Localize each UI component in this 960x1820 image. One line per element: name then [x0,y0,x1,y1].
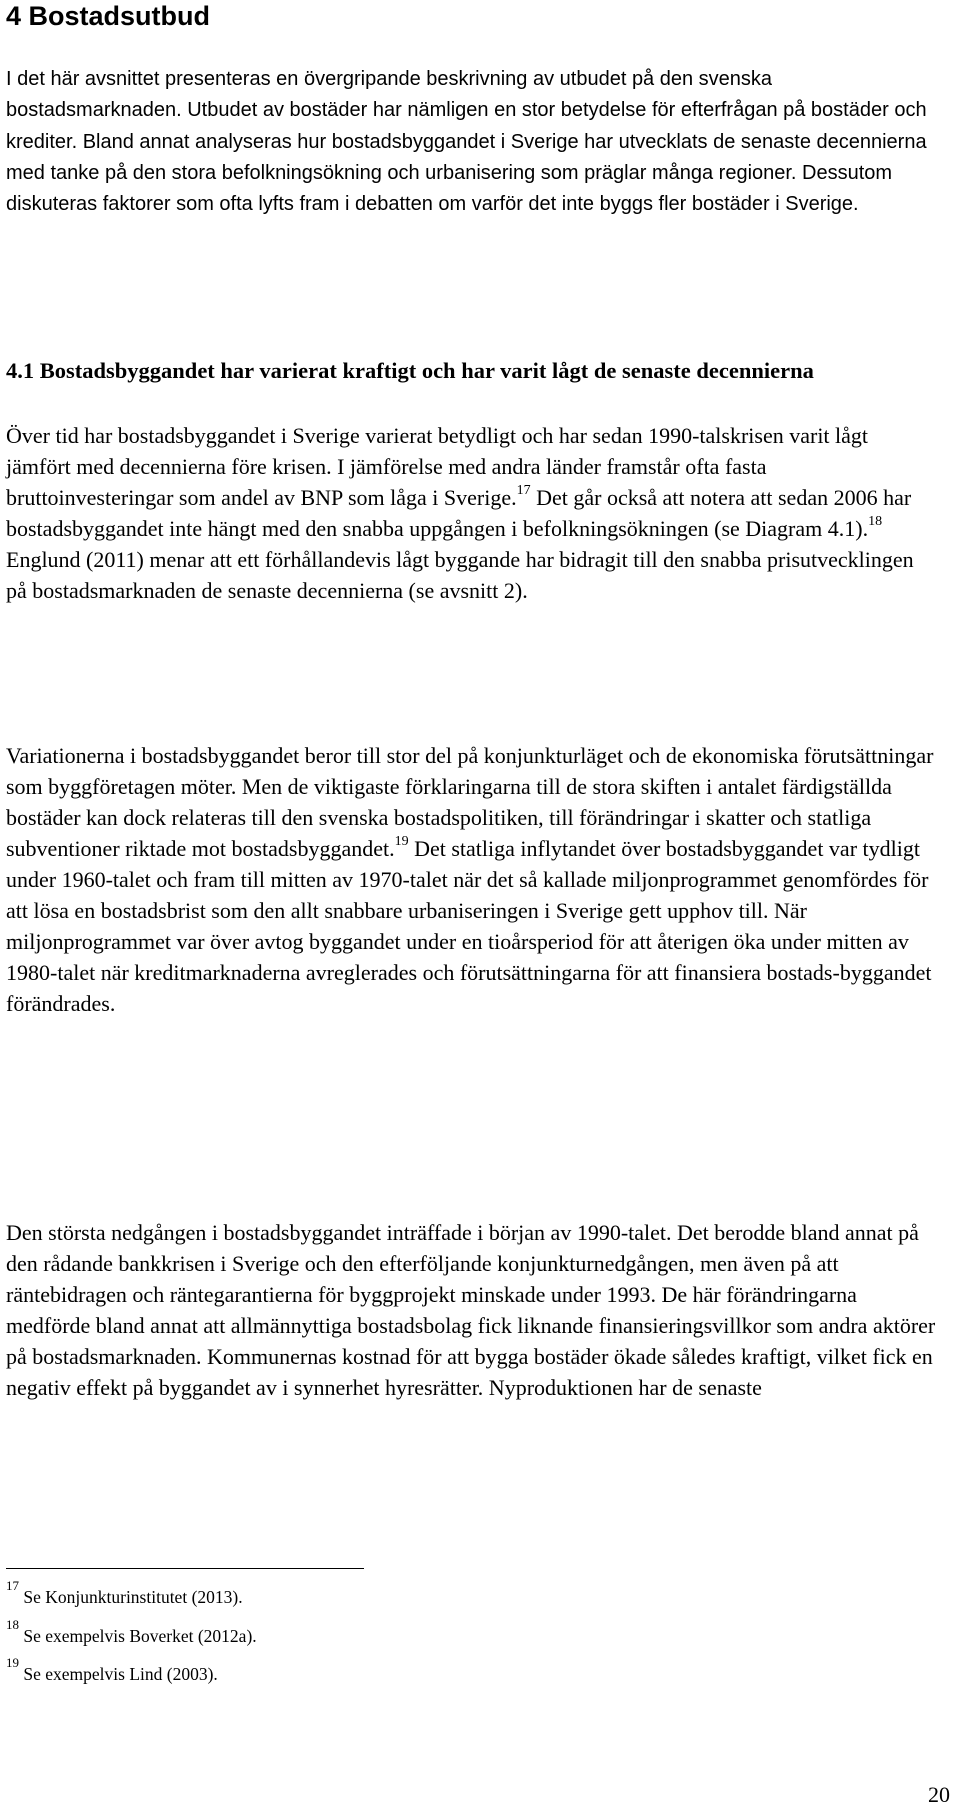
footnote-ref-18[interactable]: 18 [868,513,883,529]
body-paragraph-1 [6,420,936,606]
page-number: 20 [928,1782,950,1807]
footnote-text: Se exempelvis Lind (2003). [23,1664,218,1684]
footnote-ref-19[interactable]: 19 [394,833,409,849]
section-heading: 4.1 Bostadsbyggandet har varierat kraftigt och har varit lågt de senaste decennierna [6,358,814,383]
paragraph-text: Över tid har bostadsbyggandet i Sverige varierat betydligt och har sedan 1990-talskrisen varit lågt jämfört med decennierna före krisen. I jämförelse med andra länder framstår ofta fasta bruttoinvesteringar som andel av BNP som låga i Sverige. [6,423,869,510]
footnote-number: 18 [6,1616,19,1632]
footnotes-list [6,1578,936,1698]
chapter-intro-paragraph: I det här avsnittet presenteras en övergripande beskrivning av utbudet på den svenska bostadsmarknaden. Utbudet av bostäder har nämligen en stor betydelse för efterfrågan på bostäder och krediter. Bland annat analyseras hur bostadsbyggandet i Sverige har utvecklats de senaste decennierna med tanke på den stora befolkningsökning och urbanisering som präglar många regioner. Dessutom diskuteras faktorer som ofta lyfts fram i debatten om varför det inte byggs fler bostäder i Sverige. [6,68,927,216]
footnote-ref-17[interactable]: 17 [516,482,531,498]
paragraph-text: Det går också att notera att sedan 2006 har bostadsbyggandet inte hängt med den snabba uppgången i befolkningsökningen (se Diagram 4.1). [6,485,912,541]
body-paragraph-3: Den största nedgången i bostadsbyggandet inträffade i början av 1990-talet. Det berodde bland annat på den rådande bankkrisen i Sverige och den efterföljande konjunkturnedgången, men även på att räntebidragen och räntegarantierna för byggprojekt minskade under 1993. De här förändringarna medförde bland annat att allmännyttiga bostadsbolag fick liknande finansieringsvillkor som andra aktörer på bostadsmarknaden. Kommunernas kostnad för att bygga bostäder ökade således kraftigt, vilket fick en negativ effekt på byggandet av i synnerhet hyresrätter. Nyproduktionen har de senaste [6,1220,936,1400]
paragraph-text: Englund (2011) menar att ett förhållandevis lågt byggande har bidragit till den snabba prisutvecklingen på bostadsmarknaden de senaste decennierna (se avsnitt 2). [6,547,914,603]
paragraph-text: Variationerna i bostadsbyggandet beror till stor del på konjunkturläget och de ekonomiska förutsättningar som byggföretagen möter. Men de viktigaste förklaringarna till de stora skiften i antalet färdigställda bostäder kan dock relateras till den svenska bostadspolitiken, till förändringar i skatter och statliga subventioner riktade mot bostadsbyggandet. [6,743,934,861]
paragraph-text: Det statliga inflytandet över bostadsbyggandet var tydligt under 1960-talet och fram till mitten av 1970-talet när det så kallade miljonprogrammet genomfördes för att lösa en bostadsbrist som den allt snabbare urbaniseringen i Sverige gett upphov till. När miljonprogrammet var över avtog byggandet under en tioårsperiod för att återigen öka under mitten av 1980-talet när kreditmarknaderna avreglerades och förutsättningarna för att finansiera bostads-byggandet förändrades. [6,836,932,1016]
footnote-text: Se exempelvis Boverket (2012a). [23,1625,257,1646]
footnote-text: Se Konjunkturinstitutet (2013). [23,1587,243,1607]
footnote-item [6,1655,936,1698]
footnote-item [6,1616,936,1660]
footnote-number: 17 [6,1578,19,1594]
chapter-title: 4 Bostadsutbud [6,1,211,31]
footnote-divider [6,1568,364,1569]
footnote-number: 19 [6,1655,19,1671]
body-paragraph-2 [6,740,936,1019]
footnote-item [6,1578,936,1621]
